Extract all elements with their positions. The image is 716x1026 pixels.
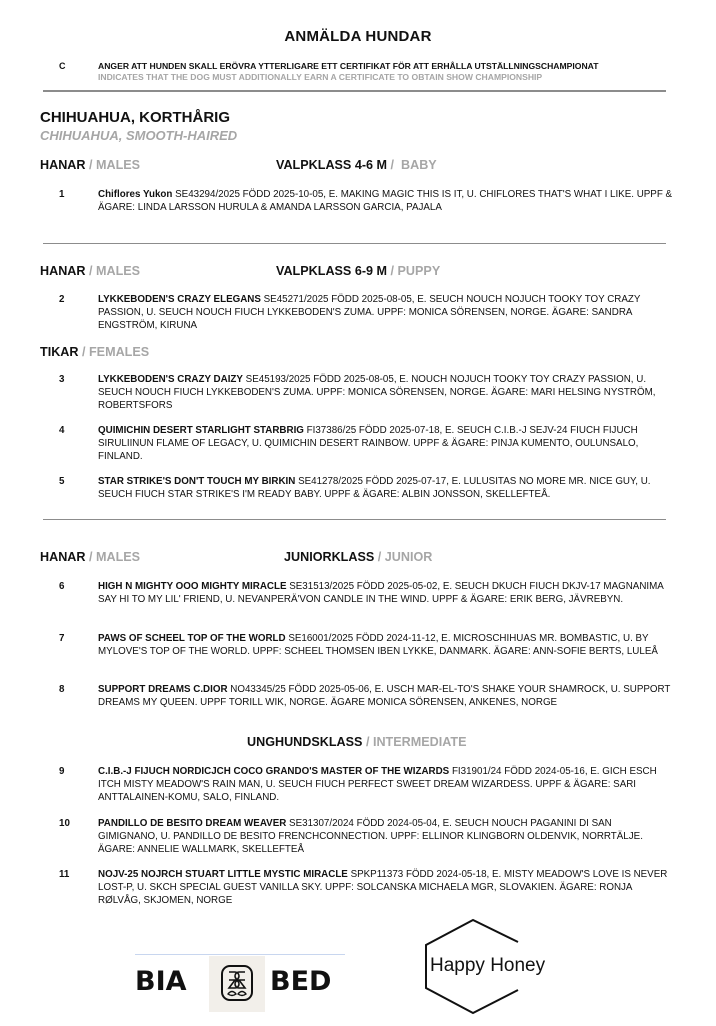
- dog-details: SE45193/2025 FÖDD 2025-08-05, E. NOUCH NOJUCH TOOKY TOY CRAZY PASSION, U. SEUCH NOUCH FIUCH LYKKEBODEN'S ZUMA. UPPF: MONICA SÖRENSEN, NORGE. ÄGARE: MARI HELSING NYSTRÖM, ROBERTSFORS: [98, 374, 656, 411]
- dog-name: LYKKEBODEN'S CRAZY ELEGANS: [98, 294, 261, 305]
- logo-text-bed: BED: [270, 966, 332, 997]
- dog-name: C.I.B.-J FIJUCH NORDICJCH COCO GRANDO'S MASTER OF THE WIZARDS: [98, 766, 450, 777]
- entry-number: 2: [59, 294, 65, 305]
- dog-name: QUIMICHIN DESERT STARLIGHT STARBRIG: [98, 425, 304, 436]
- entry-number: 8: [59, 684, 65, 695]
- entry-number: 7: [59, 633, 65, 644]
- bia-bed-emblem-icon: [220, 964, 254, 1002]
- logo-text-happy-honey: Happy Honey: [430, 955, 546, 976]
- divider: [43, 90, 666, 92]
- class-label-en: / PUPPY: [387, 264, 441, 278]
- entry-number: 11: [59, 869, 70, 880]
- sex-header-females: [40, 345, 149, 359]
- sex-label-en: / MALES: [88, 264, 141, 278]
- sex-label-en: / FEMALES: [81, 345, 150, 359]
- divider: [43, 243, 666, 244]
- sex-label-en: / MALES: [88, 158, 141, 172]
- legend-text-sv: ANGER ATT HUNDEN SKALL ERÖVRA YTTERLIGARE ETT CERTIFIKAT FÖR ATT ERHÅLLA UTSTÄLLNINGSCHAMPIONAT: [98, 61, 599, 71]
- sex-label: HANAR: [40, 264, 86, 278]
- class-label: VALPKLASS 6-9 M: [276, 264, 388, 278]
- breed-title: CHIHUAHUA, KORTHÅRIG: [40, 109, 230, 126]
- sex-header-males: [40, 264, 140, 278]
- dog-name: Chiflores Yukon: [98, 189, 173, 200]
- dog-details: SE31307/2024 FÖDD 2024-05-04, E. SEUCH NOUCH PAGANINI DI SAN GIMIGNANO, U. PANDILLO DE BESITO FRENCHCONNECTION. UPPF: ELLINOR KLINGBORN OLDENVIK, NORRTÄLJE. ÄGARE: ANNELIE WALLMARK, SKELLEFTEÅ: [98, 818, 643, 855]
- dog-details: FI31901/24 FÖDD 2024-05-16, E. GICH ESCH ITCH MISTY MEADOW'S RAIN MAN, U. SEUCH FIUCH PERFECT SWEET DREAM WIZARDESS. UPPF & ÄGARE: SARI ANTTALAINEN-KOMU, SALO, FINLAND.: [98, 766, 657, 803]
- sex-label-en: / MALES: [88, 550, 141, 564]
- class-label: UNGHUNDSKLASS: [247, 735, 363, 749]
- dog-details: SE41278/2025 FÖDD 2025-07-17, E. LULUSITAS NO MORE MR. NICE GUY, U. SEUCH FIUCH STAR STRIKE'S I'M READY BABY. UPPF & ÄGARE: ALBIN JONSSON, SKELLEFTEÅ.: [98, 476, 651, 500]
- entry-number: 1: [59, 189, 65, 200]
- breed-subtitle: CHIHUAHUA, SMOOTH-HAIRED: [40, 128, 238, 143]
- sex-label: TIKAR: [40, 345, 79, 359]
- entry-number: 5: [59, 476, 65, 487]
- class-label-en: / JUNIOR: [374, 550, 433, 564]
- dog-details: SE43294/2025 FÖDD 2025-10-05, E. MAKING MAGIC THIS IS IT, U. CHIFLORES THAT'S WHAT I LIKE. UPPF & ÄGARE: LINDA LARSSON HURULA & AMANDA LARSSON GARCIA, PAJALA: [98, 189, 673, 213]
- dog-name: NOJV-25 NOJRCH STUART LITTLE MYSTIC MIRACLE: [98, 869, 348, 880]
- entry-number: 3: [59, 374, 65, 385]
- logo-text-bia: BIA: [135, 966, 187, 997]
- dog-details: SE45271/2025 FÖDD 2025-08-05, E. SEUCH NOUCH NOJUCH TOOKY TOY CRAZY PASSION, U. SEUCH NOUCH FIUCH LYKKEBODEN'S ZUMA. UPPF: MONICA SÖRENSEN, NORGE. ÄGARE: SANDRA ENGSTRÖM, KIRUNA: [98, 294, 641, 331]
- dog-name: SUPPORT DREAMS C.DIOR: [98, 684, 228, 695]
- dog-name: HIGH N MIGHTY OOO MIGHTY MIRACLE: [98, 581, 287, 592]
- legend-text-en: INDICATES THAT THE DOG MUST ADDITIONALLY EARN A CERTIFICATE TO OBTAIN SHOW CHAMPIONSHIP: [98, 72, 543, 82]
- dog-name: PANDILLO DE BESITO DREAM WEAVER: [98, 818, 287, 829]
- bia-bed-logo: [135, 954, 345, 1012]
- dog-name: STAR STRIKE'S DON'T TOUCH MY BIRKIN: [98, 476, 296, 487]
- entry-number: 6: [59, 581, 65, 592]
- dog-details: SE16001/2025 FÖDD 2024-11-12, E. MICROSCHIHUAS MR. BOMBASTIC, U. BY MYLOVE'S TOP OF THE WORLD. UPPF: SCHEEL THOMSEN IBEN LYKKE, DANMARK. ÄGARE: ANN-SOFIE BERTS, LULEÅ: [98, 633, 658, 657]
- dog-details: FI37386/25 FÖDD 2025-07-18, E. SEUCH C.I.B.-J SEJV-24 FIUCH FIJUCH SIRULIINUN FLAME OF LEGACY, U. QUIMICHIN DESERT RAINBOW. UPPF & ÄGARE: PINJA KUMENTO, OULUNSALO, FINLAND.: [98, 425, 639, 462]
- class-label: JUNIORKLASS: [284, 550, 375, 564]
- sex-label: HANAR: [40, 158, 86, 172]
- class-header-junior: [284, 550, 432, 564]
- sex-label: HANAR: [40, 550, 86, 564]
- class-header-baby: [276, 158, 437, 172]
- dog-name: LYKKEBODEN'S CRAZY DAIZY: [98, 374, 243, 385]
- class-label-en: / INTERMEDIATE: [362, 735, 467, 749]
- entry-number: 9: [59, 766, 65, 777]
- sex-header-males: [40, 158, 140, 172]
- dog-details: SE31513/2025 FÖDD 2025-05-02, E. SEUCH DKUCH FIUCH DKJV-17 MAGNANIMA SAY HI TO MY LIL' FRIEND, U. NEVANPERÄ'VON CANDLE IN THE WIND. UPPF & ÄGARE: ERIK BERG, JÄVREBYN.: [98, 581, 664, 605]
- legend-code: C: [59, 61, 66, 71]
- class-label: VALPKLASS 4-6 M: [276, 158, 388, 172]
- happy-honey-logo: [418, 915, 578, 1015]
- dog-details: NO43345/25 FÖDD 2025-05-06, E. USCH MAR-EL-TO'S SHAKE YOUR SHAMROCK, U. SUPPORT DREAMS MY QUEEN. UPPF TORILL WIK, NORGE. ÄGARE MONICA SÖRENSEN, ANKENES, NORGE: [98, 684, 671, 708]
- entry-number: 10: [59, 818, 70, 829]
- class-header-intermediate: [247, 735, 466, 749]
- divider: [43, 519, 666, 520]
- page-title: ANMÄLDA HUNDAR: [284, 28, 432, 45]
- class-label-en: / BABY: [387, 158, 437, 172]
- entry-number: 4: [59, 425, 65, 436]
- dog-details: SPKP11373 FÖDD 2024-05-18, E. MISTY MEADOW'S LOVE IS NEVER LOST-P, U. SKCH SPECIAL GUEST VANILLA SKY. UPPF: SOLCANSKA MICHAELA MGR, SLOVAKIEN. ÄGARE: RONJA RØLVÅG, SKJOMEN, NORGE: [98, 869, 668, 906]
- sex-header-males: [40, 550, 140, 564]
- dog-name: PAWS OF SCHEEL TOP OF THE WORLD: [98, 633, 286, 644]
- class-header-puppy: [276, 264, 440, 278]
